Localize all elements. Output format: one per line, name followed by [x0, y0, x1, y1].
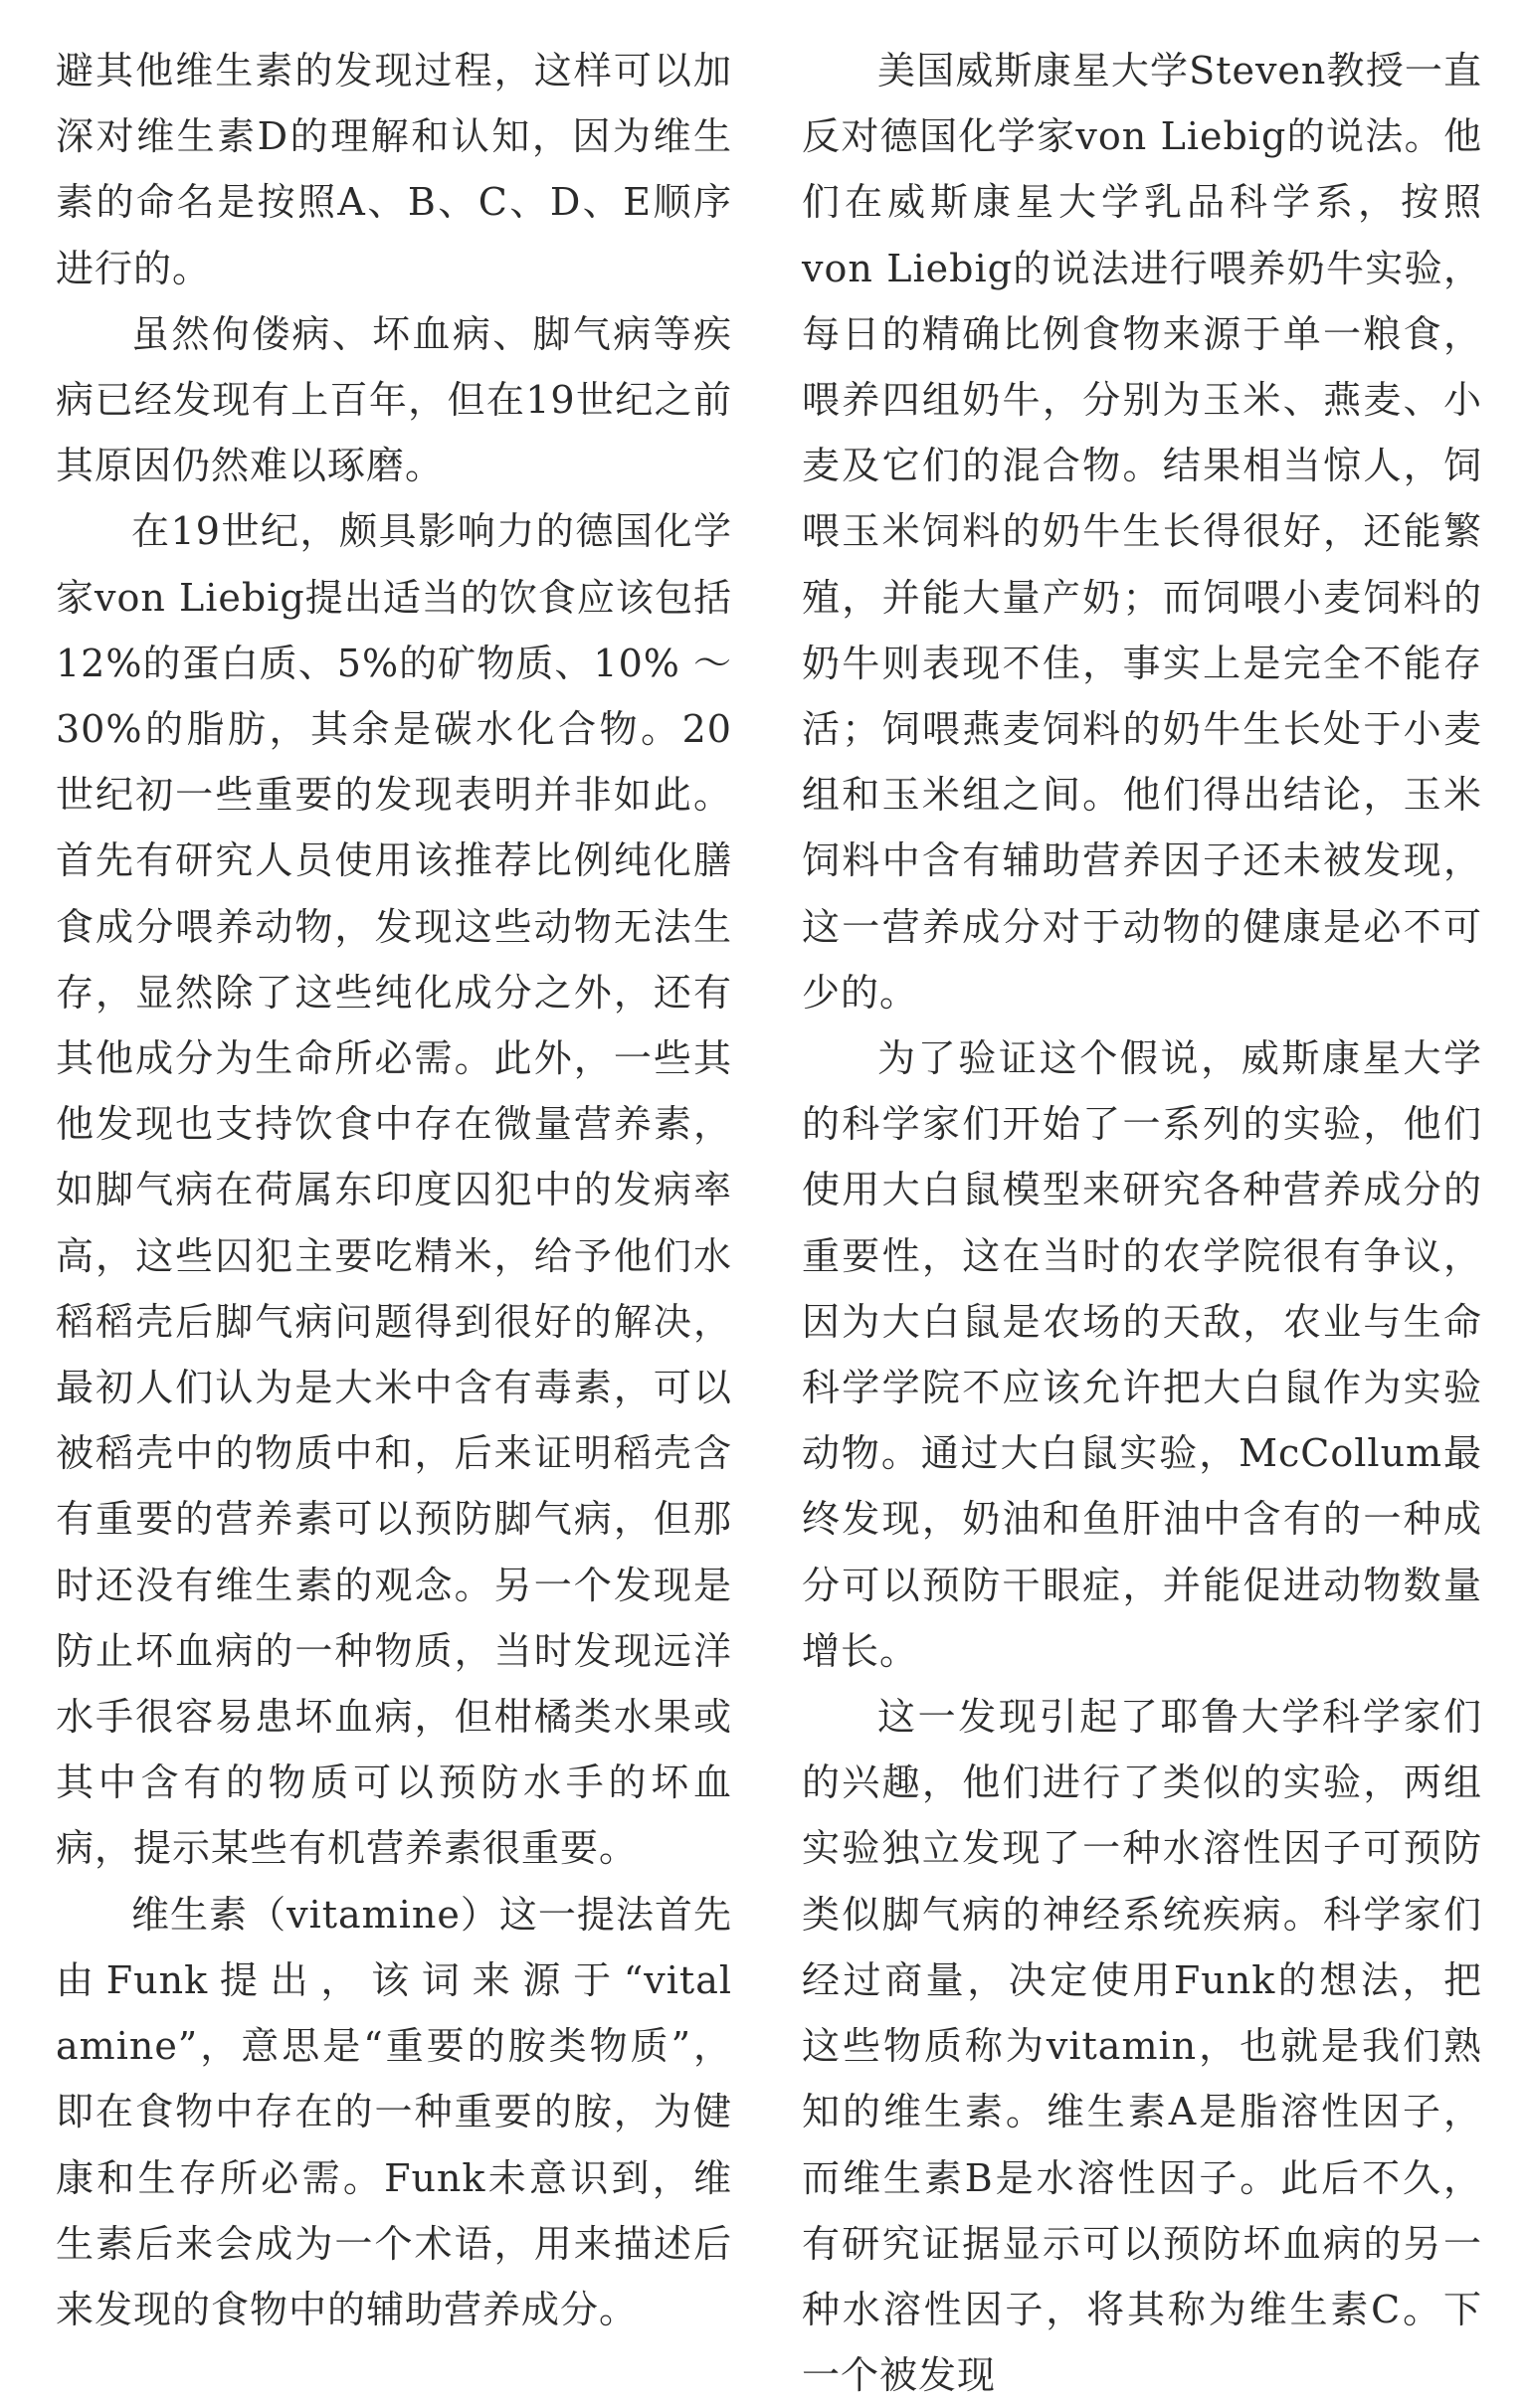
- paragraph: 维生素（vitamine）这一提法首先由Funk提出，该词来源于“vital amine”，意思是“重要的胺类物质”，即在食物中存在的一种重要的胺，为健康和生存所必需。Funk未意识到，维生素后来会成为一个术语，用来描述后来发现的食物中的辅助营养成分。: [56, 1892, 732, 2331]
- paragraph: 在19世纪，颇具影响力的德国化学家von Liebig提出适当的饮食应该包括12%的蛋白质、5%的矿物质、10% ～ 30%的脂肪，其余是碳水化合物。20世纪初一些重要的发现表明并非如此。首先有研究人员使用该推荐比例纯化膳食成分喂养动物，发现这些动物无法生存，显然除了这些纯化成分之外，还有其他成分为生命所必需。此外，一些其他发现也支持饮食中存在微量营养素，如脚气病在荷属东印度囚犯中的发病率高，这些囚犯主要吃精米，给予他们水稻稻壳后脚气病问题得到很好的解决，最初人们认为是大米中含有毒素，可以被稻壳中的物质中和，后来证明稻壳含有重要的营养素可以预防脚气病，但那时还没有维生素的观念。另一个发现是防止坏血病的一种物质，当时发现远洋水手很容易患坏血病，但柑橘类水果或其中含有的物质可以预防水手的坏血病，提示某些有机营养素很重要。: [56, 509, 732, 1871]
- paragraph-continued: 避其他维生素的发现过程，这样可以加深对维生素D的理解和认知，因为维生素的命名是按照A、B、C、D、E顺序进行的。: [56, 49, 732, 290]
- right-column: [802, 38, 1482, 2408]
- paragraph: 虽然佝偻病、坏血病、脚气病等疾病已经发现有上百年，但在19世纪之前其原因仍然难以琢磨。: [56, 311, 732, 488]
- paragraph: 为了验证这个假说，威斯康星大学的科学家们开始了一系列的实验，他们使用大白鼠模型来研究各种营养成分的重要性，这在当时的农学院很有争议，因为大白鼠是农场的天敌，农业与生命科学学院不应该允许把大白鼠作为实验动物。通过大白鼠实验，McCollum最终发现，奶油和鱼肝油中含有的一种成分可以预防干眼症，并能促进动物数量增长。: [802, 1036, 1482, 1673]
- paragraph: 美国威斯康星大学Steven教授一直反对德国化学家von Liebig的说法。他们在威斯康星大学乳品科学系，按照von Liebig的说法进行喂养奶牛实验，每日的精确比例食物来源于单一粮食，喂养四组奶牛，分别为玉米、燕麦、小麦及它们的混合物。结果相当惊人，饲喂玉米饲料的奶牛生长得很好，还能繁殖，并能大量产奶；而饲喂小麦饲料的奶牛则表现不佳，事实上是完全不能存活；饲喂燕麦饲料的奶牛生长处于小麦组和玉米组之间。他们得出结论，玉米饲料中含有辅助营养因子还未被发现，这一营养成分对于动物的健康是必不可少的。: [802, 49, 1482, 1015]
- left-column: [56, 38, 732, 2342]
- paragraph: 这一发现引起了耶鲁大学科学家们的兴趣，他们进行了类似的实验，两组实验独立发现了一种水溶性因子可预防类似脚气病的神经系统疾病。科学家们经过商量，决定使用Funk的想法，把这些物质称为vitamin，也就是我们熟知的维生素。维生素A是脂溶性因子，而维生素B是水溶性因子。此后不久，有研究证据显示可以预防坏血病的另一种水溶性因子，将其称为维生素C。下一个被发现: [802, 1695, 1482, 2398]
